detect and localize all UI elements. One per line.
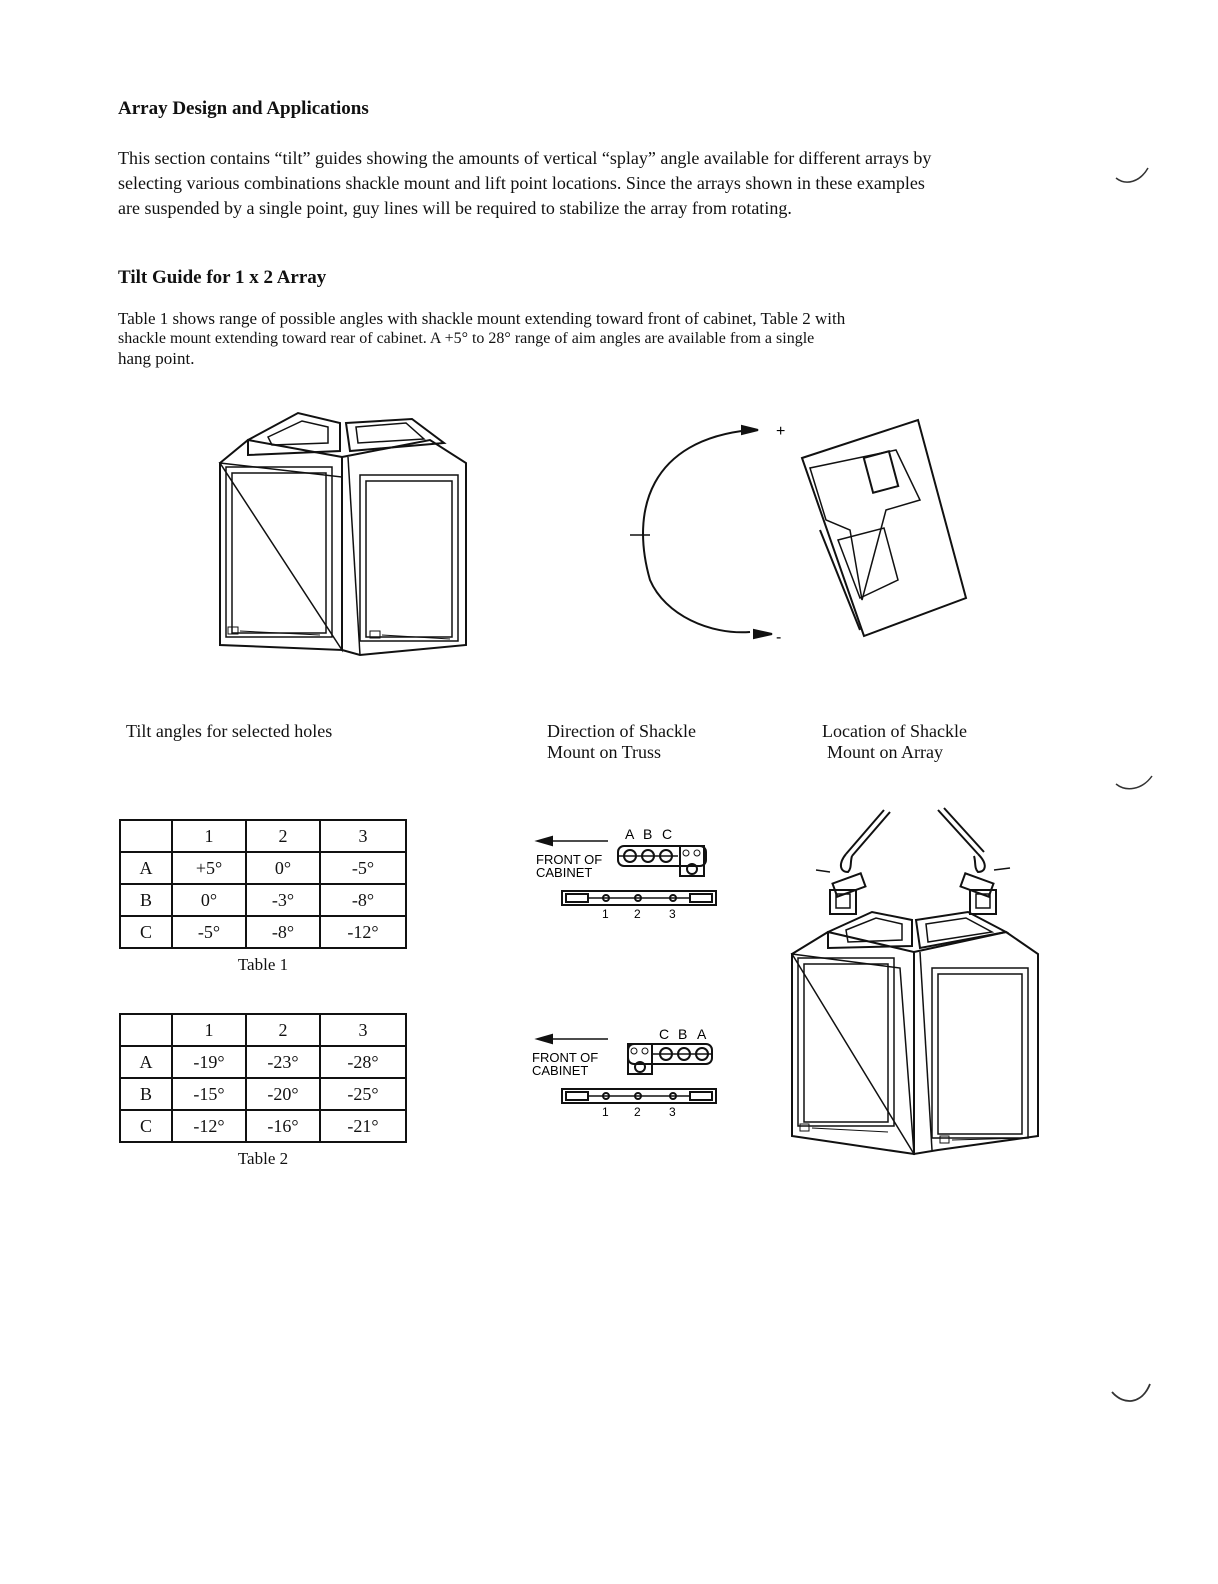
caption-direction	[547, 721, 696, 763]
table-cell: 2	[246, 820, 320, 852]
desc-line-1: Table 1 shows range of possible angles with shackle mount extending toward front of cabinet, Table 2 with	[118, 309, 846, 328]
table-row	[120, 1110, 406, 1142]
caption-location-line-2: Mount on Array	[827, 742, 943, 762]
table-cell: -28°	[320, 1046, 406, 1078]
cabinet-label: CABINET	[536, 865, 593, 880]
table-cell: -20°	[246, 1078, 320, 1110]
table-cell: A	[120, 852, 172, 884]
table-cell: 1	[172, 820, 246, 852]
table-cell: -15°	[172, 1078, 246, 1110]
margin-check-icon	[1114, 774, 1154, 794]
table-row	[120, 820, 406, 852]
table-row	[120, 852, 406, 884]
table-cell: 1	[172, 1014, 246, 1046]
subsection-title: Tilt Guide for 1 x 2 Array	[118, 267, 327, 288]
hole-number: 3	[669, 907, 676, 921]
table-cell: 3	[320, 1014, 406, 1046]
table-cell: -19°	[172, 1046, 246, 1078]
hole-number: 1	[602, 1105, 609, 1119]
table-2-caption: Table 2	[237, 1149, 289, 1168]
table-cell: -16°	[246, 1110, 320, 1142]
letter-label: B	[678, 1026, 688, 1042]
caption-direction-line-2: Mount on Truss	[547, 742, 662, 762]
table-1-caption: Table 1	[237, 955, 289, 974]
table-row	[120, 1046, 406, 1078]
table-cell: -21°	[320, 1110, 406, 1142]
table-row	[120, 1014, 406, 1046]
table-cell: -8°	[246, 916, 320, 948]
table-cell: 0°	[172, 884, 246, 916]
shackle-location-illustration	[788, 806, 1042, 1161]
table-2-block	[119, 1013, 407, 1169]
hole-number: 2	[634, 907, 641, 921]
intro-line-2: selecting various combinations shackle mount and lift point locations. Since the arrays shown in these examples	[118, 173, 925, 193]
speaker-array-illustration	[210, 405, 480, 665]
description-paragraph	[118, 309, 1098, 369]
intro-paragraph	[118, 146, 1098, 221]
caption-tilt-angles: Tilt angles for selected holes	[126, 721, 333, 741]
table-cell	[120, 820, 172, 852]
table-cell: -25°	[320, 1078, 406, 1110]
tilt-direction-diagram	[620, 410, 980, 645]
margin-check-icon	[1114, 166, 1150, 186]
table-cell: C	[120, 1110, 172, 1142]
shackle-diagram-rear	[526, 1022, 730, 1122]
letter-label: A	[625, 826, 635, 842]
table-row	[120, 1078, 406, 1110]
table-cell: -3°	[246, 884, 320, 916]
table-cell: -12°	[320, 916, 406, 948]
table-cell: 0°	[246, 852, 320, 884]
shackle-diagram-front	[530, 824, 730, 924]
hole-number: 3	[669, 1105, 676, 1119]
plus-label: +	[776, 423, 786, 440]
table-cell	[120, 1014, 172, 1046]
table-cell: B	[120, 884, 172, 916]
letter-label: C	[659, 1026, 670, 1042]
table-1	[119, 819, 407, 949]
front-of-label: FRONT OF	[532, 1050, 599, 1065]
table-cell: 3	[320, 820, 406, 852]
caption-location-line-1: Location of Shackle	[822, 721, 967, 741]
table-2	[119, 1013, 407, 1143]
hole-number: 1	[602, 907, 609, 921]
table-cell: +5°	[172, 852, 246, 884]
table-cell: B	[120, 1078, 172, 1110]
table-cell: -5°	[320, 852, 406, 884]
minus-label: -	[776, 629, 782, 645]
table-cell: C	[120, 916, 172, 948]
desc-line-3: hang point.	[118, 349, 195, 368]
table-row	[120, 884, 406, 916]
letter-label: C	[662, 826, 673, 842]
table-cell: -5°	[172, 916, 246, 948]
table-cell: A	[120, 1046, 172, 1078]
section-title: Array Design and Applications	[118, 98, 369, 119]
caption-direction-line-1: Direction of Shackle	[547, 721, 696, 741]
table-row	[120, 916, 406, 948]
table-cell: -12°	[172, 1110, 246, 1142]
table-cell: -23°	[246, 1046, 320, 1078]
letter-label: B	[643, 826, 653, 842]
caption-location	[822, 721, 967, 763]
table-cell: 2	[246, 1014, 320, 1046]
cabinet-label: CABINET	[532, 1063, 589, 1078]
front-of-label: FRONT OF	[536, 852, 603, 867]
intro-line-1: This section contains “tilt” guides showing the amounts of vertical “splay” angle available for different arrays by	[118, 148, 932, 168]
table-1-block	[119, 819, 407, 975]
letter-label: A	[697, 1026, 707, 1042]
hole-number: 2	[634, 1105, 641, 1119]
desc-line-2: shackle mount extending toward rear of cabinet. A +5° to 28° range of aim angles are available from a single	[118, 330, 815, 347]
table-cell: -8°	[320, 884, 406, 916]
margin-check-icon	[1110, 1380, 1154, 1408]
intro-line-3: are suspended by a single point, guy lines will be required to stabilize the array from rotating.	[118, 198, 792, 218]
